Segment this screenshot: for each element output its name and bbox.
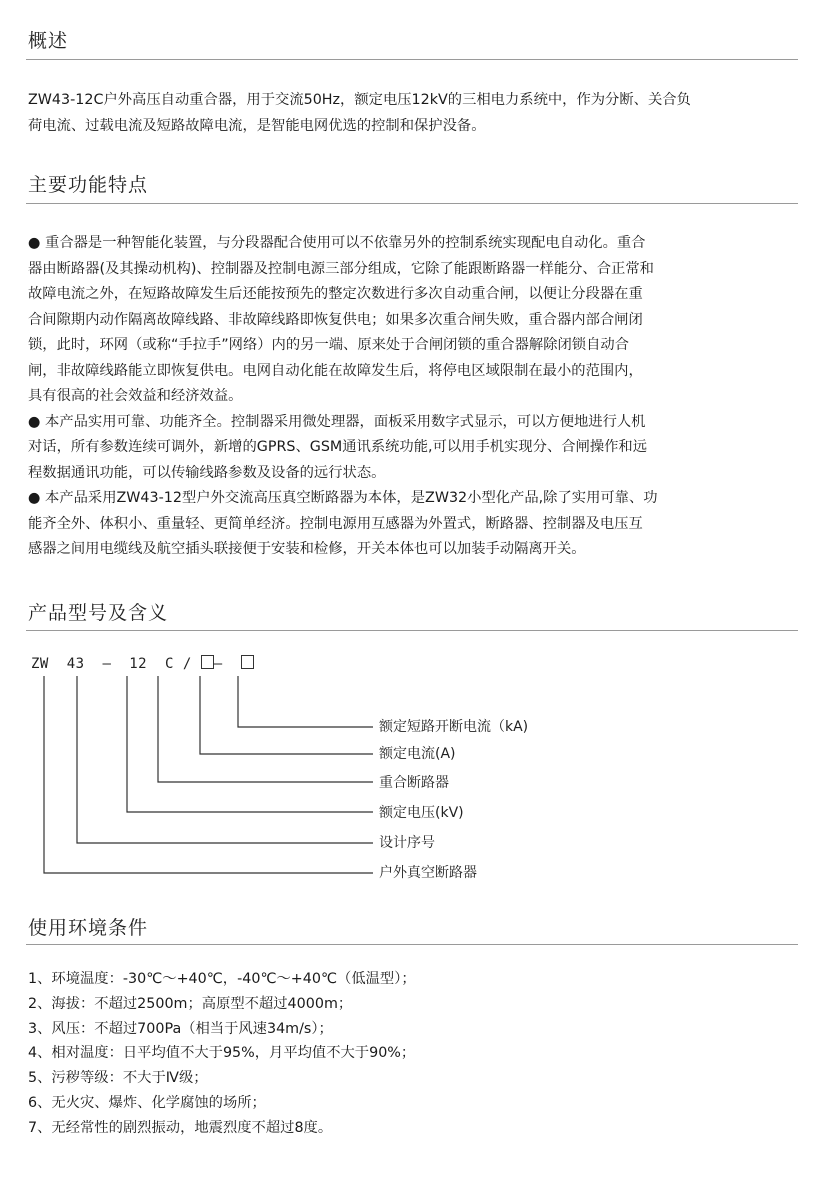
list-item: 1、环境温度：-30℃～+40℃，-40℃～+40℃（低温型）； xyxy=(28,971,416,987)
model-label: 额定短路开断电流（kA) xyxy=(379,719,529,735)
text-line: 能齐全外、体积小、重量轻、更简单经济。控制电源用互感器为外置式，断路器、控制器及电压互 xyxy=(28,515,643,532)
leader-line xyxy=(127,676,373,812)
model-code-part: 12 xyxy=(129,656,148,672)
text-line: 对话，所有参数连续可调外，新增的GPRS、GSM通讯系统功能,可以用手机实现分、合闸操作和远 xyxy=(28,439,648,455)
list-item: 2、海拔：不超过2500m；高原型不超过4000m； xyxy=(28,995,353,1012)
text-line: 锁，此时，环网（或称“手拉手”网络）内的另一端、原来处于合闸闭锁的重合器解除闭锁自动合 xyxy=(28,337,629,353)
list-item: 4、相对温度：日平均值不大于95%，月平均值不大于90%； xyxy=(28,1045,416,1062)
model-label: 额定电压(kV) xyxy=(379,805,464,821)
text-line: 器由断路器(及其操动机构)、控制器及控制电源三部分组成，它除了能跟断路器一样能分、合正常和 xyxy=(28,260,654,277)
model-label: 设计序号 xyxy=(379,835,435,851)
section-title-environment: 使用环境条件 xyxy=(28,917,149,939)
section-title-model: 产品型号及含义 xyxy=(28,602,169,624)
text-line: 感器之间用电缆线及航空插头联接便于安装和检修，开关本体也可以加装手动隔离开关。 xyxy=(28,541,586,557)
list-item: 5、污秽等级：不大于Ⅳ级； xyxy=(28,1070,208,1087)
leader-line xyxy=(238,676,373,727)
text-line: ZW43-12C户外高压自动重合器，用于交流50Hz，额定电压12kV的三相电力系统中，作为分断、关合负 xyxy=(28,92,691,108)
model-label: 户外真空断路器 xyxy=(379,865,477,881)
section-divider xyxy=(26,944,798,945)
model-label: 额定电流(A) xyxy=(379,746,456,762)
text-line: 程数据通讯功能，可以传输线路参数及设备的远行状态。 xyxy=(28,464,386,481)
list-item: 3、风压：不超过700Pa（相当于风速34m/s）； xyxy=(28,1020,333,1037)
model-code-part: ZW xyxy=(31,656,49,672)
text-line: 具有很高的社会效益和经济效益。 xyxy=(28,388,243,404)
text-line: ● 重合器是一种智能化装置，与分段器配合使用可以不依靠另外的控制系统实现配电自动化。重合 xyxy=(28,235,646,251)
model-label: 重合断路器 xyxy=(379,775,449,791)
leader-line xyxy=(200,676,373,754)
model-code-part: / xyxy=(182,656,192,672)
text-line: ● 本产品采用ZW43-12型户外交流高压真空断路器为本体，是ZW32小型化产品,除了实用可靠、功 xyxy=(28,490,658,506)
section-title-features: 主要功能特点 xyxy=(28,174,149,196)
list-item: 6、无火灾、爆炸、化学腐蚀的场所； xyxy=(28,1094,266,1111)
environment-list xyxy=(28,967,416,1141)
model-code-part: C xyxy=(164,656,174,672)
model-code-part: – xyxy=(102,656,112,672)
text-line: 合间隙期内动作隔离故障线路、非故障线路即恢复供电；如果多次重合闸失败，重合器内部合闸闭 xyxy=(28,311,643,328)
model-code-part: – xyxy=(213,656,223,672)
model-code-part: 43 xyxy=(66,656,85,672)
leader-line xyxy=(77,676,373,843)
section-title-overview: 概述 xyxy=(28,30,69,52)
list-item: 7、无经常性的剧烈振动，地震烈度不超过8度。 xyxy=(28,1119,333,1136)
text-line: ● 本产品实用可靠、功能齐全。控制器采用微处理器，面板采用数字式显示，可以方便地进行人机 xyxy=(28,413,646,430)
text-line: 闸，非故障线路能立即恢复供电。电网自动化能在故障发生后，将停电区域限制在最小的范围内， xyxy=(28,362,643,379)
leader-line xyxy=(158,676,373,782)
text-line: 荷电流、过载电流及短路故障电流，是智能电网优选的控制和保护没备。 xyxy=(28,117,486,134)
text-line: 故障电流之外，在短路故障发生后还能按预先的整定次数进行多次自动重合闸，以便让分段器在重 xyxy=(28,286,643,302)
